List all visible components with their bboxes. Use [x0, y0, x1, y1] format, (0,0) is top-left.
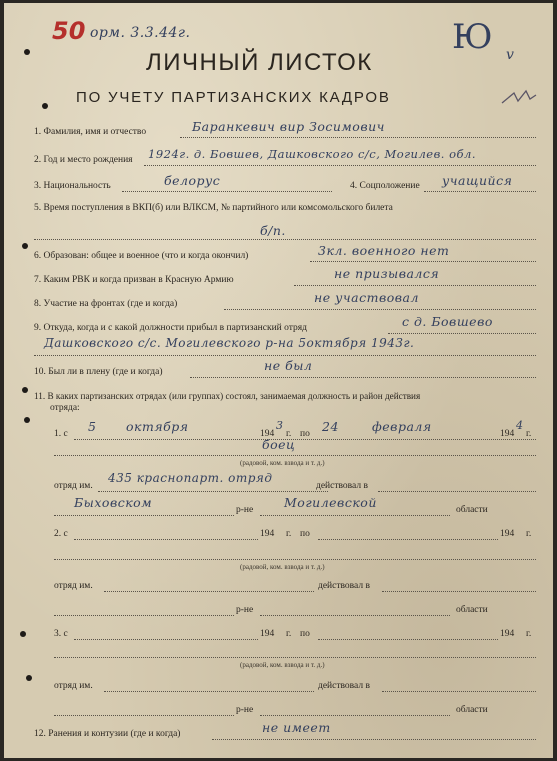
- stamp-note: орм. 3.3.44г.: [90, 25, 191, 41]
- field-9-value-line2: Дашковского с/с. Могилевского р-на 5октября 1943г.: [44, 336, 415, 350]
- row1-acted-label: действовал в: [316, 481, 368, 491]
- row1-year-prefix-from: 194: [260, 429, 275, 439]
- row3-num: 3. с: [54, 629, 68, 639]
- field-4-value: учащийся: [442, 173, 513, 188]
- row1-year-to: 4: [516, 419, 524, 432]
- punch-hole: [42, 103, 48, 109]
- punch-hole: [24, 417, 30, 423]
- punch-hole: [20, 631, 26, 637]
- row2-acted-label: действовал в: [318, 581, 370, 591]
- field-9-label: 9. Откуда, когда и с какой должности прибыл в партизанский отряд: [34, 323, 307, 333]
- row1-month-to: февраля: [372, 419, 432, 434]
- row1-year-from: 3: [276, 419, 284, 432]
- row1-month-from: октября: [126, 419, 189, 434]
- punch-hole: [22, 387, 28, 393]
- row3-year-prefix-from: 194: [260, 629, 275, 639]
- row2-year-prefix-from: 194: [260, 529, 275, 539]
- row2-rne: р-не: [236, 605, 254, 615]
- field-3-label: 3. Национальность: [34, 181, 111, 191]
- row2-num: 2. с: [54, 529, 68, 539]
- row1-otryad-label: отряд им.: [54, 481, 93, 491]
- punch-hole: [22, 243, 28, 249]
- row2-otryad-label: отряд им.: [54, 581, 93, 591]
- document-subtitle: ПО УЧЕТУ ПАРТИЗАНСКИХ КАДРОВ: [76, 89, 391, 106]
- row1-oblasti: области: [456, 505, 488, 515]
- row1-otryad-value: 435 краснопарт. отряд: [108, 471, 273, 485]
- field-1-label: 1. Фамилия, имя и отчество: [34, 127, 147, 137]
- row1-g-from: г.: [286, 429, 292, 439]
- field-8-label: 8. Участие на фронтах (где и когда): [34, 299, 178, 309]
- row3-oblasti: области: [456, 705, 488, 715]
- row2-position-hint: (радовой, ком. взвода и т. д.): [240, 563, 325, 571]
- row1-region: Могилевской: [284, 495, 377, 510]
- field-10-value: не был: [264, 358, 313, 373]
- field-1-value: Баранкевич вир Зосимович: [192, 119, 385, 134]
- field-9-value-line1: с д. Бовшево: [402, 314, 493, 329]
- row3-g-from: г.: [286, 629, 292, 639]
- field-7-label: 7. Каким РВК и когда призван в Красную Армию: [34, 275, 234, 285]
- row1-position: боец: [262, 437, 296, 452]
- row3-otryad-label: отряд им.: [54, 681, 93, 691]
- row3-po: по: [300, 629, 310, 639]
- field-2-value: 1924г. д. Бовшев, Дашковского с/с, Могилев. обл.: [148, 147, 477, 161]
- document-sheet: [4, 3, 553, 758]
- row1-num: 1. с: [54, 429, 68, 439]
- row1-g-to: г.: [526, 429, 532, 439]
- row1-po: по: [300, 429, 310, 439]
- row3-rne: р-не: [236, 705, 254, 715]
- row3-position-hint: (радовой, ком. взвода и т. д.): [240, 661, 325, 669]
- stamp-number: 50: [52, 17, 86, 45]
- punch-hole: [24, 49, 30, 55]
- row3-g-to: г.: [526, 629, 532, 639]
- field-6-label: 6. Образован: общее и военное (что и когда окончил): [34, 251, 249, 261]
- field-5-value: б/п.: [260, 223, 286, 238]
- row1-position-hint: (радовой, ком. взвода и т. д.): [240, 459, 325, 467]
- row1-district: Быховском: [74, 495, 153, 510]
- row3-acted-label: действовал в: [318, 681, 370, 691]
- field-12-label: 12. Ранения и контузии (где и когда): [34, 729, 181, 739]
- field-8-value: не участвовал: [314, 290, 419, 305]
- row2-oblasti: области: [456, 605, 488, 615]
- document-title: ЛИЧНЫЙ ЛИСТОК: [146, 49, 373, 76]
- row1-day-from: 5: [88, 419, 97, 434]
- row2-year-prefix-to: 194: [500, 529, 515, 539]
- field-7-value: не призывался: [334, 266, 440, 281]
- field-11-label-cont: отряда:: [50, 403, 80, 413]
- row2-po: по: [300, 529, 310, 539]
- scribble-mark: [500, 89, 538, 107]
- field-2-label: 2. Год и место рождения: [34, 155, 133, 165]
- field-6-value: 3кл. военного нет: [318, 243, 450, 258]
- row1-rne: р-не: [236, 505, 254, 515]
- row1-year-prefix-to: 194: [500, 429, 515, 439]
- row3-year-prefix-to: 194: [500, 629, 515, 639]
- field-11-label: 11. В каких партизанских отрядах (или группах) состоял, занимаемая должность и район действия: [34, 391, 421, 401]
- row1-day-to: 24: [322, 419, 339, 434]
- row2-g-to: г.: [526, 529, 532, 539]
- row2-g-from: г.: [286, 529, 292, 539]
- field-5-label: 5. Время поступления в ВКП(б) или ВЛКСМ, № партийного или комсомольского билета: [34, 203, 393, 213]
- corner-mark: Ю: [452, 17, 494, 57]
- field-10-label: 10. Был ли в плену (где и когда): [34, 367, 163, 377]
- punch-hole: [26, 675, 32, 681]
- field-12-value: не имеет: [262, 720, 331, 735]
- field-4-label: 4. Соцположение: [350, 181, 420, 191]
- corner-check-mark: v: [506, 47, 515, 63]
- field-3-value: белорус: [164, 173, 221, 188]
